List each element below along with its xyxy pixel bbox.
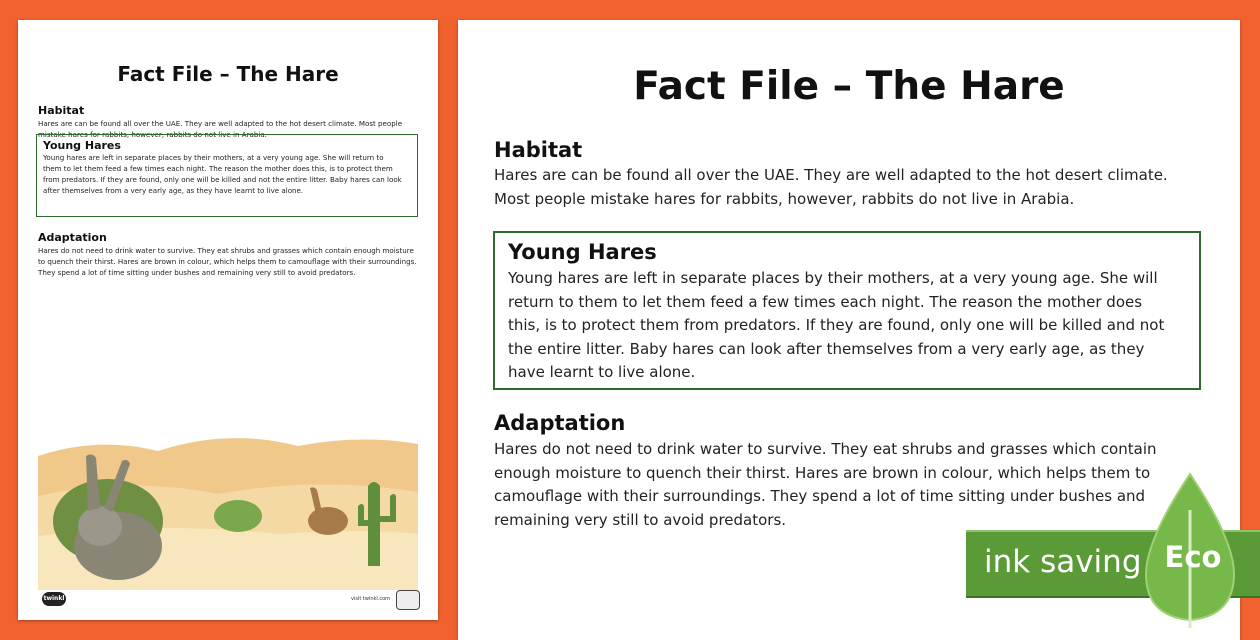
young-hares-box xyxy=(493,231,1201,390)
page-title: Fact File – The Hare xyxy=(633,64,1065,109)
thumbnail-young-heading: Young Hares xyxy=(43,139,121,152)
twinkl-logo: twinkl xyxy=(42,592,66,606)
thumbnail-title: Fact File – The Hare xyxy=(117,62,339,86)
eco-label: Eco xyxy=(1164,540,1222,574)
thumbnail-young-text: Young hares are left in separate places by their mothers, at a very young age. She will return to them to let them feed a few times each night. The reason the mother does this, is to protect them from predators. If they are found, only one will be killed and not the entire litter. Baby hares can look after themselves from a very early age, as they have learnt to live alone. xyxy=(43,153,402,195)
thumbnail-adaptation-heading: Adaptation xyxy=(38,231,107,244)
habitat-text: Hares are can be found all over the UAE. They are well adapted to the hot desert climate. Most people mistake hares for rabbits, however, rabbits do not live in Arabia. xyxy=(494,166,1168,208)
habitat-heading: Habitat xyxy=(494,138,583,162)
ink-saving-label: ink saving xyxy=(984,544,1142,580)
thumbnail-adaptation-text: Hares do not need to drink water to survive. They eat shrubs and grasses which contain enough moisture to quench their thirst. Hares are brown in colour, which helps them to camouflage with their surroundings. They spend a lot of time sitting under bushes and remaining very still to avoid predators. xyxy=(38,246,417,277)
thumbnail-page xyxy=(18,20,438,620)
adaptation-heading: Adaptation xyxy=(494,411,626,435)
desert-hare-illustration xyxy=(38,416,418,590)
thumbnail-habitat-text: Hares are can be found all over the UAE. They are well adapted to the hot desert climate. Most people mistake hares for rabbits, however, rabbits do not live in Arabia. xyxy=(38,119,403,139)
thumbnail-young-hares-box xyxy=(36,134,418,217)
young-hares-heading: Young Hares xyxy=(508,240,657,264)
thumbnail-habitat-heading: Habitat xyxy=(38,104,85,117)
quality-mark-icon xyxy=(396,590,420,610)
footer-url: visit twinkl.com xyxy=(351,596,391,602)
young-hares-text: Young hares are left in separate places by their mothers, at a very young age. She will return to them to let them feed a few times each night. The reason the mother does this, is to protect them from predators. If they are found, only one will be killed and not the entire litter. Baby hares can look after themselves from a very early age, as they have learnt to live alone. xyxy=(508,269,1165,381)
adaptation-text: Hares do not need to drink water to survive. They eat shrubs and grasses which contain enough moisture to quench their thirst. Hares are brown in colour, which helps them to camouflage with their surroundings. They spend a lot of time sitting under bushes and remaining very still to avoid predators. xyxy=(494,440,1157,529)
